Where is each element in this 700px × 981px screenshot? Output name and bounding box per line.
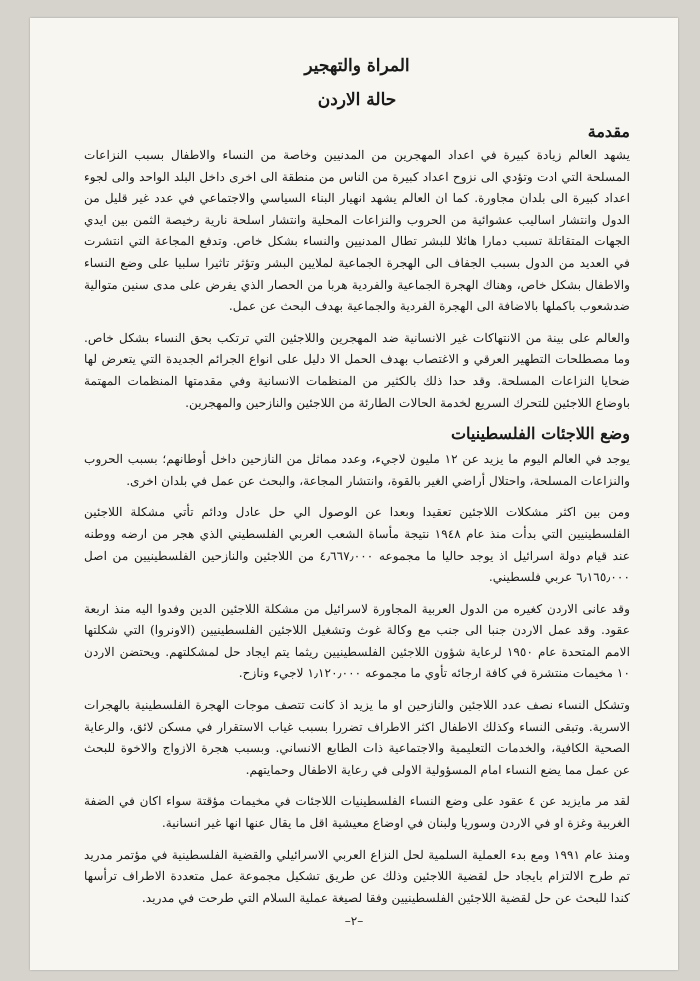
document-subtitle: حالة الاردن bbox=[317, 90, 397, 110]
section-paragraph-3: وقد عانى الاردن كغيره من الدول العربية المجاورة لاسرائيل من مشكلة اللاجئين الدين وفدوا اليه منذ اربعة عقود. وقد عمل الاردن جنبا الى جنب مع وكالة غوث وتشغيل اللاجئين الفلسطينيين (الاونروا) التي شكلتها الامم المتحدة عام ١٩٥٠ لرعاية شؤون اللاجئين الفلسطينيين ريثما يتم ايجاد حل لمشكلتهم. ويحتضن الاردن ١٠ مخيمات منتشرة في كافة ارجائه تأوي ما مجموعه ١٫١٢٠٫٠٠٠ لاجيء ونازح. bbox=[84, 601, 630, 681]
section-paragraph-1: يوجد في العالم اليوم ما يزيد عن ١٢ مليون لاجيء، وعدد مماثل من النازحين داخل أوطانهم؛ بسبب الحروب والنزاعات المسلحة، واحتلال أراضي الغير بالقوة، وانتشار المجاعة، والبحث عن عمل في بلدان اخرى. bbox=[84, 452, 630, 488]
section-paragraph-4: وتشكل النساء نصف عدد اللاجئين والنازحين او ما يزيد اذ كانت تتصف موجات الهجرة الفلسطينية بالهجرات الاسرية. وتبقى النساء وكذلك الاطفال اكثر الاطراف تضررا بسبب غياب الاستقرار في مسكن لائق، والرعاية الصحية الكافية، والخدمات التعليمية والاجتماعية ذات الطابع الانساني. وبسبب هجرة الازواج والاخوة للبحث عن عمل مما يضع النساء امام المسؤولية الاولى في رعاية الاطفال وحمايتهم. bbox=[84, 698, 630, 777]
intro-heading: مقدمة bbox=[587, 122, 630, 141]
section-heading-refugees: وضع اللاجئات الفلسطينيات bbox=[450, 424, 630, 444]
intro-paragraph-2: والعالم على بينة من الانتهاكات غير الانسانية ضد المهجرين واللاجئين التي ترتكب بحق النساء بشكل خاص. وما مصطلحات التطهير العرقي و الاغتصاب بهدف الحمل الا دليل على انواع الجرائم الجديدة التي يتعرض لها ضحايا النزاعات المسلحة. وقد حدا ذلك بالكثير من المنظمات الانسانية وفي مقدمتها المنظمات المهتمة باوضاع اللاجئين للتحرك السريع لخدمة الحالات الطارئة من اللاجئين والنازحين والمهجرين. bbox=[84, 330, 630, 410]
section-paragraph-5: لقد مر مايزيد عن ٤ عقود على وضع النساء الفلسطينيات اللاجئات في مخيمات مؤقتة سواء اكان في الضفة الغربية وغزة او في الاردن وسوريا ولبنان في اوضاع معيشية اقل ما يقال عنها انها غير انسانية. bbox=[84, 794, 630, 831]
section-paragraph-6: ومنذ عام ١٩٩١ ومع بدء العملية السلمية لحل النزاع العربي الاسرائيلي والقضية الفلسطينية في مؤتمر مدريد تم طرح الالتزام بايجاد حل لقضية اللاجئين وذلك عن طريق تشكيل مجموعة عمل متعددة الاطراف ترأسها كندا للبحث عن حل لقضية اللاجئين الفلسطينيين وفقا لصيغة عملية السلام التي طرحت في مدريد. bbox=[84, 847, 630, 905]
document-title: المراة والتهجير bbox=[304, 56, 410, 76]
document-page bbox=[30, 18, 678, 970]
document-body bbox=[84, 56, 630, 919]
intro-paragraph-1: يشهد العالم زيادة كبيرة في اعداد المهجرين من المدنيين وخاصة من النساء والاطفال بسبب النزاعات المسلحة التي ادت وتؤدي الى نزوح اعداد كبيرة من الناس من منطقة الى اخرى داخل البلد الواحد والى لجوء اعداد كبيرة الى بلدان مجاورة. كما ان العالم يشهد انهيار البناء السياسي والاجتماعي في عدد غير قليل من الدول وانتشار اساليب عشوائية من الحروب والنزاعات المحلية وانتشار اسلحة نارية رخيصة الثمن بين ايدي الجهات المتقاتلة تسبب دمارا هائلا للبشر تطال المدنيين والنساء بشكل خاص. وتدفع المجاعة التي انتشرت في العديد من الدول بسبب الجفاف الى الهجرة الجماعية لملايين البشر وتؤثر تاثيرا سلبيا على وضع النساء والاطفال بشكل خاص، وهناك الهجرة الجماعية والفردية هربا من الحصار الذي يفرض على مدى سنين متوالية ضدشعوب باكملها بالاضافة الى الهجرة الفردية والجماعية بهدف البحث عن عمل. bbox=[84, 148, 630, 314]
page-number: –٢– bbox=[344, 914, 364, 928]
section-paragraph-2: ومن بين اكثر مشكلات اللاجئين تعقيدا وبعدا عن الوصول الي حل عادل ودائم تأتي مشكلة اللاجئين الفلسطينيين التي بدأت منذ عام ١٩٤٨ نتيجة مأساة الشعب العربي الفلسطيني الذي هجر من ارضه ووطنه عند قيام دولة اسرائيل اذ يوجد حاليا ما مجموعه ٤٫٦٦٧٫٠٠٠ من اللاجئين والنازحين الفلسطينيين من اصل ٦٫١٦٥٫٠٠٠ عربي فلسطيني. bbox=[84, 505, 630, 585]
